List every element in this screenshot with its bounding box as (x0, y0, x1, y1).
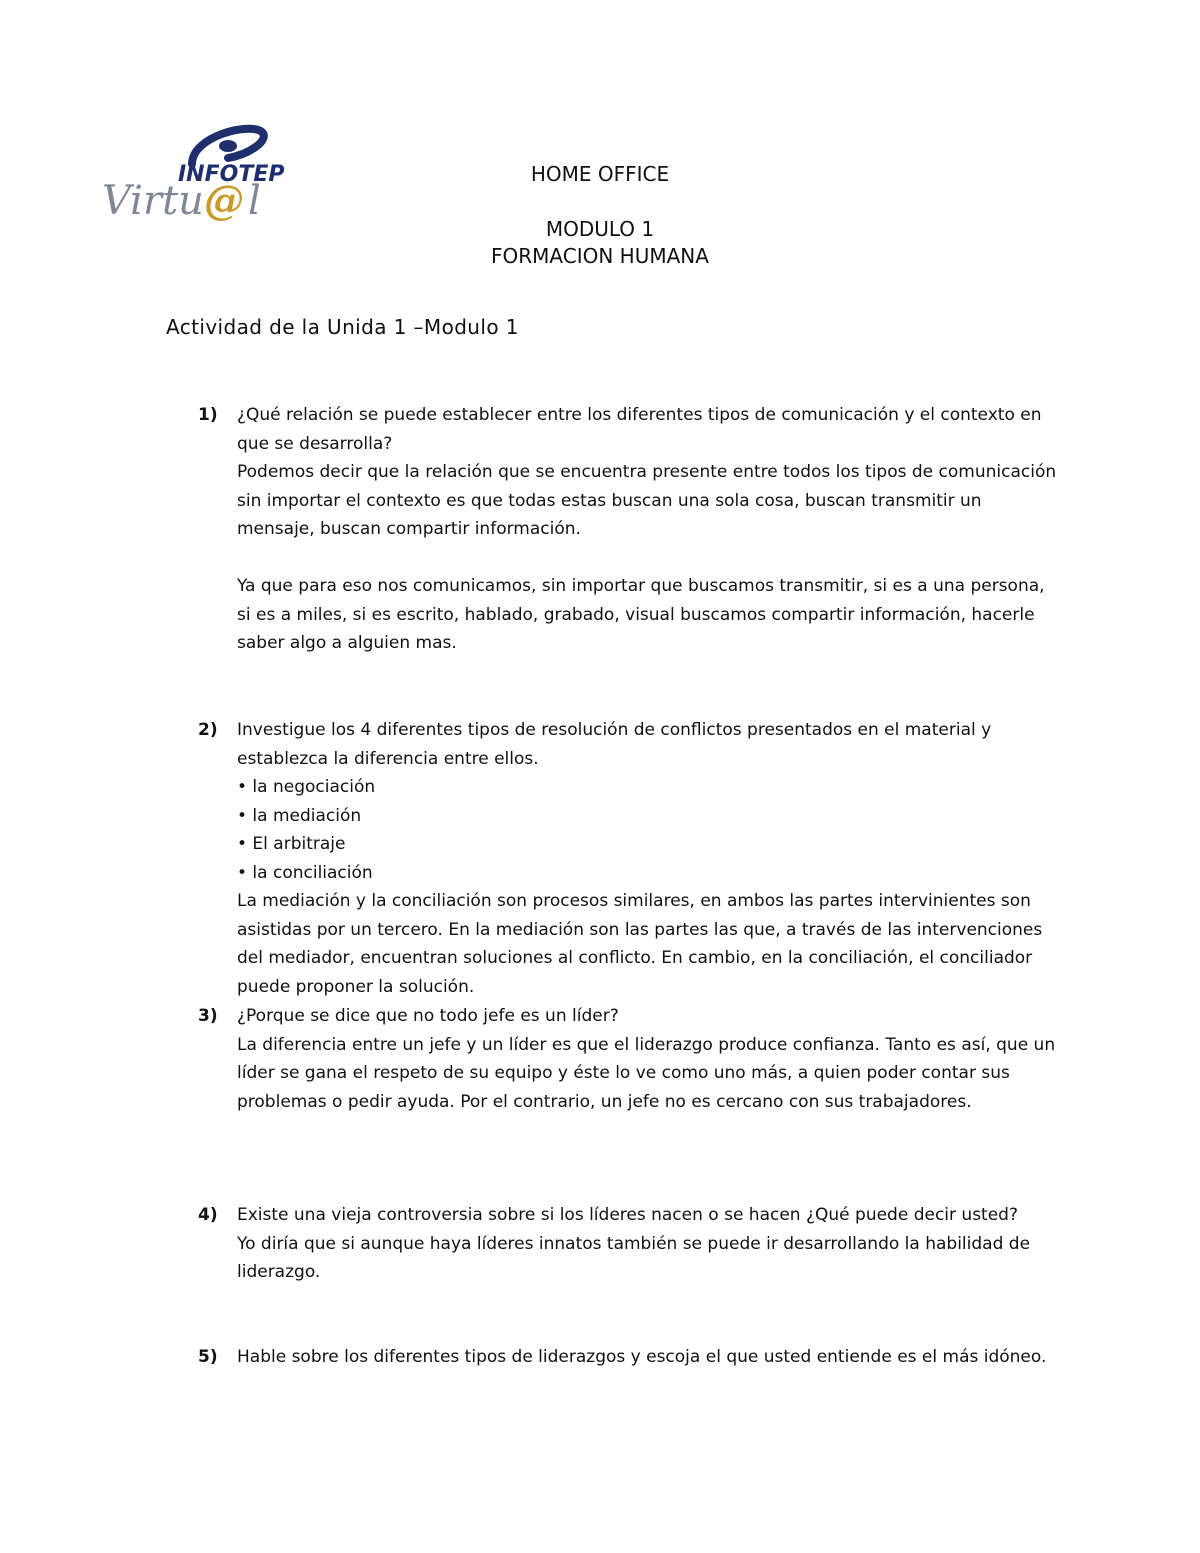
question-text: Existe una vieja controversia sobre si los líderes nacen o se hacen ¿Qué puede decir usted? (237, 1205, 1018, 1225)
module-heading: MODULO 1 (545, 217, 655, 241)
question-block-2 (237, 716, 1057, 1001)
infotep-virtual-logo (100, 118, 285, 228)
question-number: 2) (198, 720, 218, 740)
question-number: 1) (198, 405, 218, 425)
question-number: 3) (198, 1006, 218, 1026)
answer-paragraph: Ya que para eso nos comunicamos, sin importar que buscamos transmitir, si es a una persona, si es a miles, si es escrito, hablado, grabado, visual buscamos compartir información, hacerle saber algo a alguien mas. (237, 576, 1045, 653)
question-block-4 (237, 1201, 1057, 1287)
svg-text:l: l (248, 178, 261, 224)
answer-paragraph: Yo diría que si aunque haya líderes innatos también se puede ir desarrollando la habilidad de liderazgo. (237, 1233, 1031, 1282)
list-item: • la negociación (237, 777, 376, 797)
answer-paragraph: La mediación y la conciliación son procesos similares, en ambos las partes intervinientes son asistidas por un tercero. En la mediación son las partes las que, a través de las intervenciones del mediador, encuentran soluciones al conflicto. En cambio, en la conciliación, el conciliador puede proponer la solución. (237, 891, 1043, 997)
question-text: ¿Qué relación se puede establecer entre los diferentes tipos de comunicación y el contexto en que se desarrolla? (237, 405, 1042, 454)
list-item: • la mediación (237, 805, 362, 826)
question-number: 4) (198, 1205, 218, 1225)
question-text: ¿Porque se dice que no todo jefe es un líder? (237, 1006, 619, 1026)
answer-paragraph: Podemos decir que la relación que se encuentra presente entre todos los tipos de comunicación sin importar el contexto es que todas estas buscan una sola cosa, buscan transmitir un mensaje, buscan compartir información. (237, 462, 1057, 539)
question-block-3 (237, 1002, 1057, 1116)
question-text: Investigue los 4 diferentes tipos de resolución de conflictos presentados en el material y establezca la diferencia entre ellos. (237, 720, 992, 769)
svg-text:INFOTEP: INFOTEP (178, 162, 285, 187)
page-title: HOME OFFICE (530, 162, 670, 186)
question-text: Hable sobre los diferentes tipos de liderazgos y escoja el que usted entiende es el más idóneo. (237, 1347, 1047, 1367)
question-block-5 (237, 1343, 1057, 1372)
list-item: • la conciliación (237, 862, 373, 883)
activity-title: Actividad de la Unida 1 –Modulo 1 (166, 315, 519, 339)
subject-heading: FORMACION HUMANA (491, 244, 709, 268)
svg-text:Virtu: Virtu (102, 178, 204, 224)
list-item: • El arbitraje (237, 834, 346, 854)
question-number: 5) (198, 1347, 218, 1367)
svg-text:@: @ (204, 177, 244, 224)
answer-paragraph: La diferencia entre un jefe y un líder es que el liderazgo produce confianza. Tanto es así, que un líder se gana el respeto de su equipo y éste lo ve como uno más, a quien poder contar sus problemas o pedir ayuda. Por el contrario, un jefe no es cercano con sus trabajadores. (237, 1034, 1056, 1112)
question-block-1 (237, 401, 1057, 658)
